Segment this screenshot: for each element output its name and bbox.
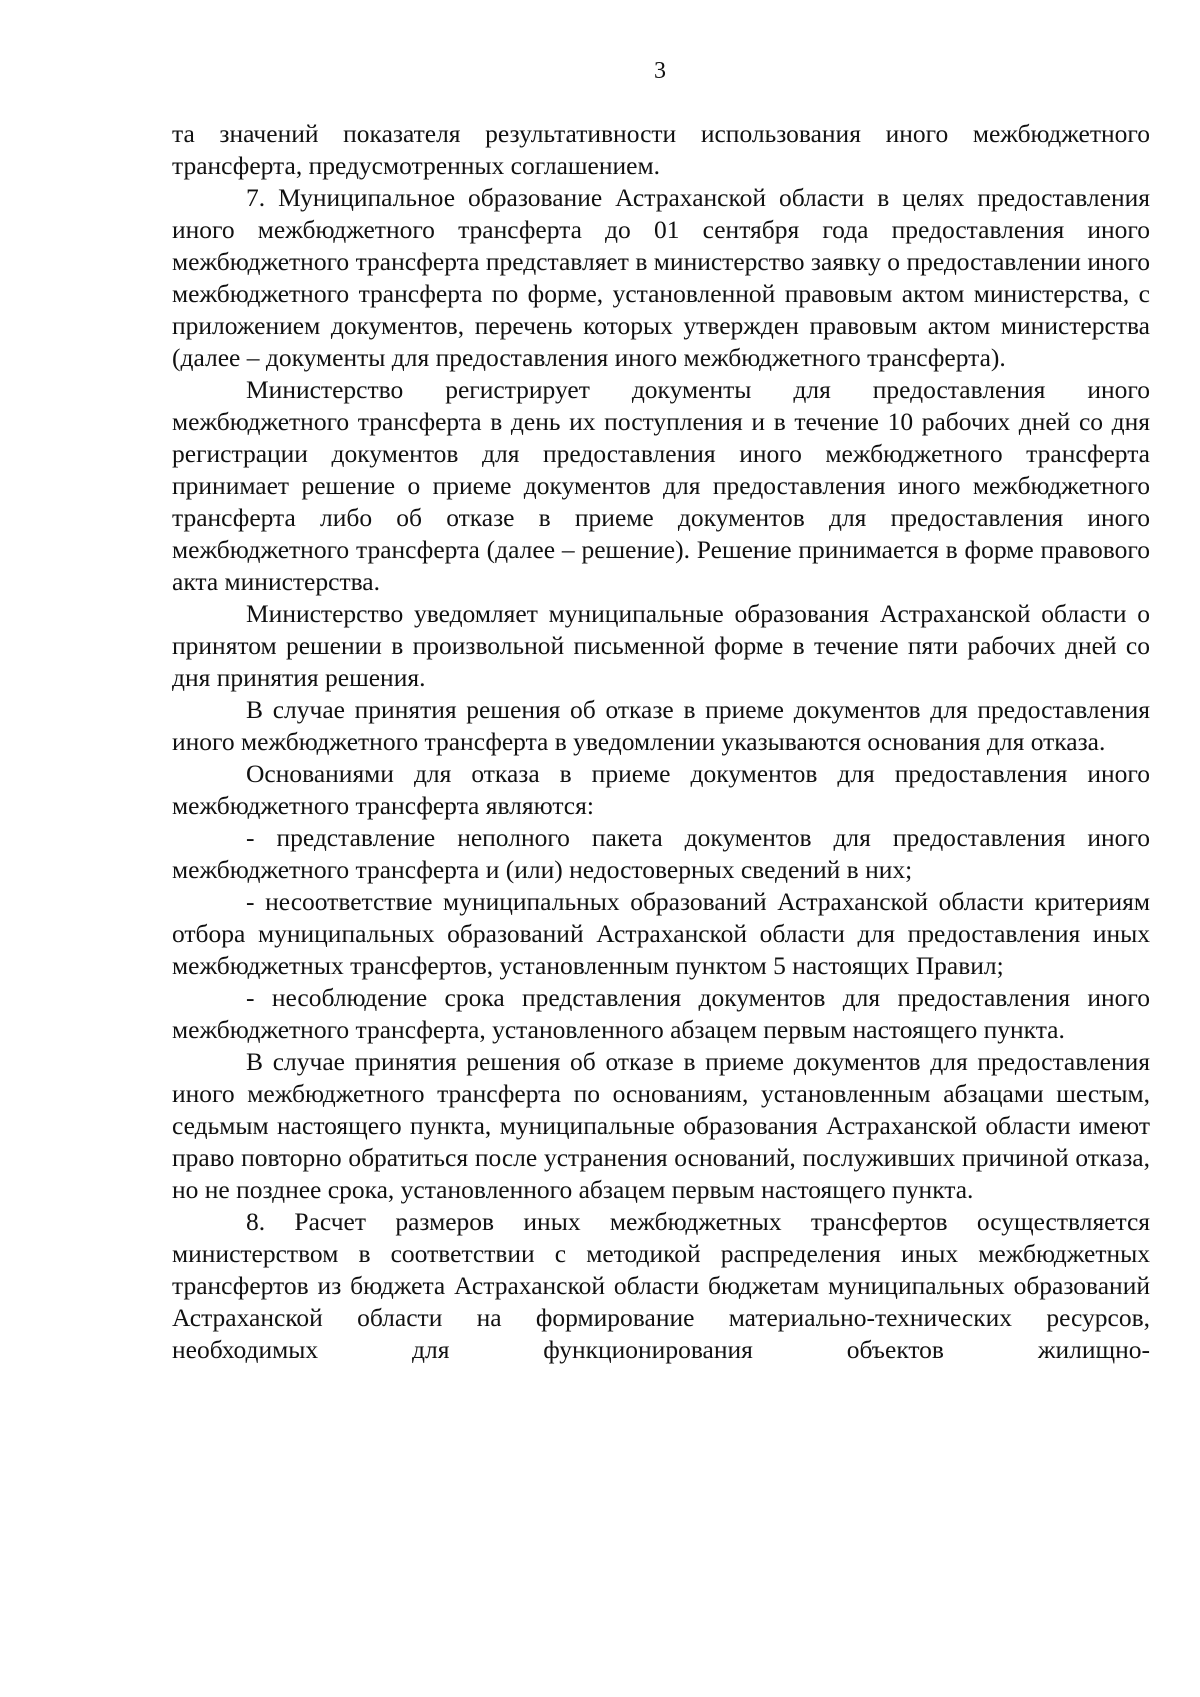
list-item-deadline-violation: - несоблюдение срока представления документов для предоставления иного межбюджетного трансферта, установленного абзацем первым настоящего пункта.: [172, 983, 1150, 1044]
paragraph-notification: Министерство уведомляет муниципальные образования Астраханской области о принятом решении в произвольной письменной форме в течение пяти рабочих дней со дня принятия решения.: [172, 599, 1150, 692]
list-item-criteria-mismatch: - несоответствие муниципальных образований Астраханской области критериям отбора муниципальных образований Астраханской области для предоставления иных межбюджетных трансфертов, установленным пунктом 5 настоящих Правил;: [172, 887, 1150, 980]
document-body: [172, 118, 1150, 1366]
paragraph-registration: Министерство регистрирует документы для предоставления иного межбюджетного трансферта в день их поступления и в течение 10 рабочих дней со дня регистрации документов для предоставления иного межбюджетного трансферта принимает решение о приеме документов для предоставления иного межбюджетного трансферта либо об отказе в приеме документов для предоставления иного межбюджетного трансферта (далее – решение). Решение принимается в форме правового акта министерства.: [172, 375, 1150, 596]
paragraph-resubmission: В случае принятия решения об отказе в приеме документов для предоставления иного межбюджетного трансферта по основаниям, установленным абзацами шестым, седьмым настоящего пункта, муниципальные образования Астраханской области имеют право повторно обратиться после устранения оснований, послуживших причиной отказа, но не позднее срока, установленного абзацем первым настоящего пункта.: [172, 1047, 1150, 1204]
list-item-incomplete-package: - представление неполного пакета документов для предоставления иного межбюджетного трансферта и (или) недостоверных сведений в них;: [172, 823, 1150, 884]
paragraph-continuation: та значений показателя результативности использования иного межбюджетного трансферта, предусмотренных соглашением.: [172, 119, 1150, 180]
paragraph-item-7: 7. Муниципальное образование Астраханской области в целях предоставления иного межбюджетного трансферта до 01 сентября года предоставления иного межбюджетного трансферта представляет в министерство заявку о предоставлении иного межбюджетного трансферта по форме, установленной правовым актом министерства, с приложением документов, перечень которых утвержден правовым актом министерства (далее – документы для предоставления иного межбюджетного трансферта).: [172, 183, 1150, 372]
page-number: 3: [654, 58, 666, 84]
paragraph-item-8: 8. Расчет размеров иных межбюджетных трансфертов осуществляется министерством в соответствии с методикой распределения иных межбюджетных трансфертов из бюджета Астраханской области бюджетам муниципальных образований Астраханской области на формирование материально-технических ресурсов, необходимых для функционирования объектов жилищно-: [172, 1207, 1150, 1364]
paragraph-refusal-grounds-intro: Основаниями для отказа в приеме документов для предоставления иного межбюджетного трансферта являются:: [172, 759, 1150, 820]
paragraph-refusal-grounds-notice: В случае принятия решения об отказе в приеме документов для предоставления иного межбюджетного трансферта в уведомлении указываются основания для отказа.: [172, 695, 1150, 756]
